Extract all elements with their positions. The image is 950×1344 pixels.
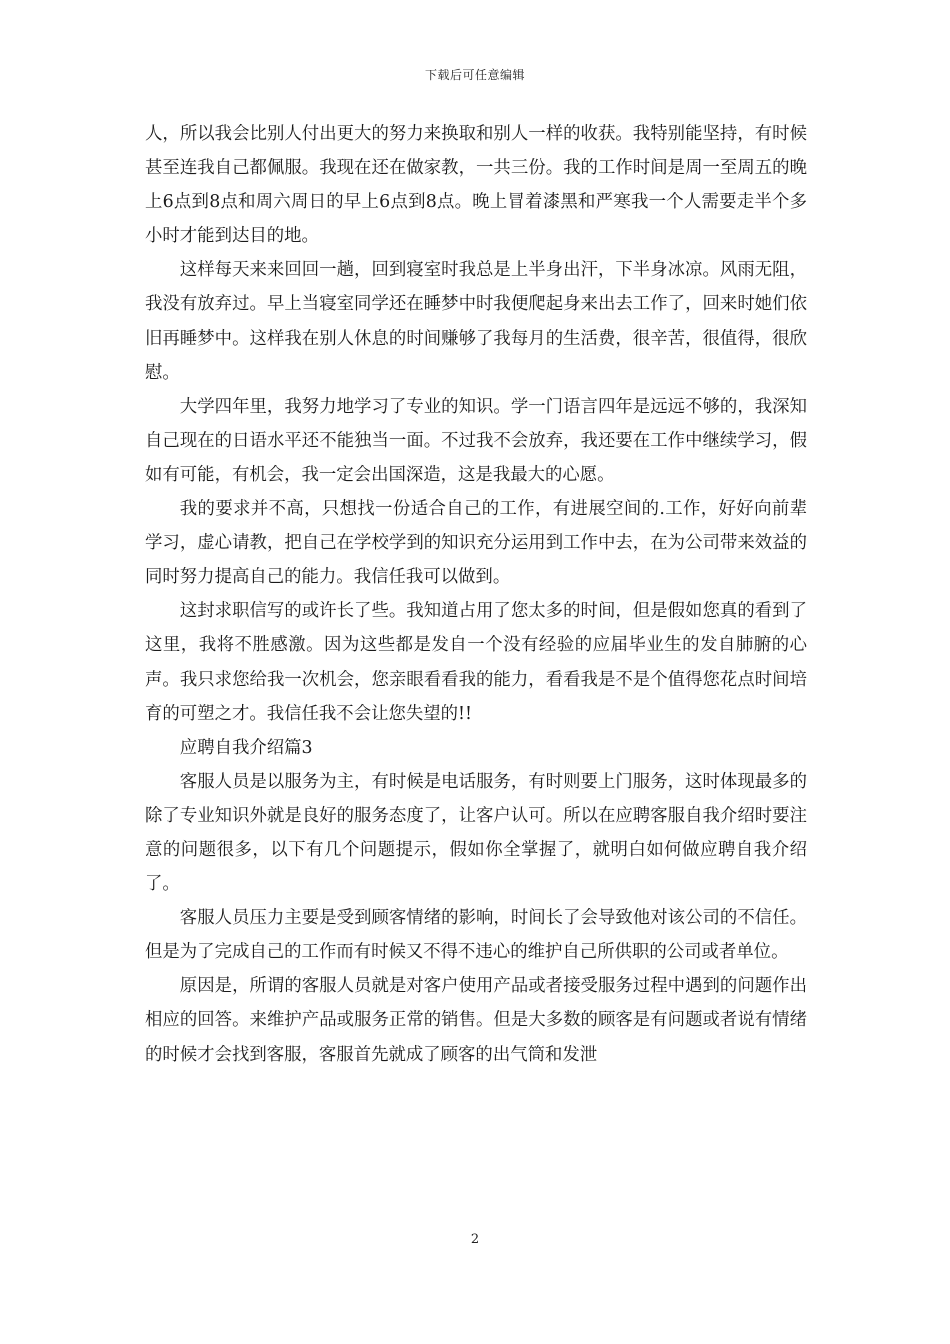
paragraph-6: 客服人员是以服务为主，有时候是电话服务，有时则要上门服务，这时体现最多的除了专业知识外就是良好的服务态度了，让客户认可。所以在应聘客服自我介绍时要注意的问题很多，以下有几个问题提示，假如你全掌握了，就明白如何做应聘自我介绍了。 xyxy=(145,771,807,895)
paragraph-4: 我的要求并不高，只想找一份适合自己的工作，有进展空间的.工作，好好向前辈学习，虚心请教，把自己在学校学到的知识充分运用到工作中去，在为公司带来效益的同时努力提高自己的能力。我信任我可以做到。 xyxy=(145,499,807,588)
paragraph-8: 原因是，所谓的客服人员就是对客户使用产品或者接受服务过程中遇到的问题作出相应的回答。来维护产品或服务正常的销售。但是大多数的顾客是有问题或者说有情绪的时候才会找到客服，客服首先就成了顾客的出气筒和发泄 xyxy=(145,976,807,1065)
paragraph-2: 这样每天来来回回一趟，回到寝室时我总是上半身出汗，下半身冰凉。风雨无阻，我没有放弃过。早上当寝室同学还在睡梦中时我便爬起身来出去工作了，回来时她们依旧再睡梦中。这样我在别人休息的时间赚够了我每月的生活费，很辛苦，很值得，很欣慰。 xyxy=(145,260,807,383)
paragraph-5: 这封求职信写的或许长了些。我知道占用了您太多的时间，但是假如您真的看到了这里，我将不胜感激。因为这些都是发自一个没有经验的应届毕业生的发自肺腑的心声。我只求您给我一次机会，您亲眼看看我的能力，看看我是不是个值得您花点时间培育的可塑之才。我信任我不会让您失望的!! xyxy=(145,601,807,724)
page-number: 2 xyxy=(470,1232,480,1247)
section-heading: 应聘自我介绍篇3 xyxy=(179,737,313,758)
paragraph-3: 大学四年里，我努力地学习了专业的知识。学一门语言四年是远远不够的，我深知自己现在的日语水平还不能独当一面。不过我不会放弃，我还要在工作中继续学习，假如有可能，有机会，我一定会出国深造，这是我最大的心愿。 xyxy=(145,396,807,485)
paragraph-1: 人，所以我会比别人付出更大的努力来换取和别人一样的收获。我特别能坚持，有时候甚至连我自己都佩服。我现在还在做家教，一共三份。我的工作时间是周一至周五的晚上6点到8点和周六周日的早上6点到8点。晚上冒着漆黑和严寒我一个人需要走半个多小时才能到达目的地。 xyxy=(145,124,807,247)
document-body xyxy=(145,117,807,1072)
page-header: 下载后可任意编辑 xyxy=(424,68,525,82)
paragraph-7: 客服人员压力主要是受到顾客情绪的影响，时间长了会导致他对该公司的不信任。但是为了完成自己的工作而有时候又不得不违心的维护自己所供职的公司或者单位。 xyxy=(145,908,807,963)
